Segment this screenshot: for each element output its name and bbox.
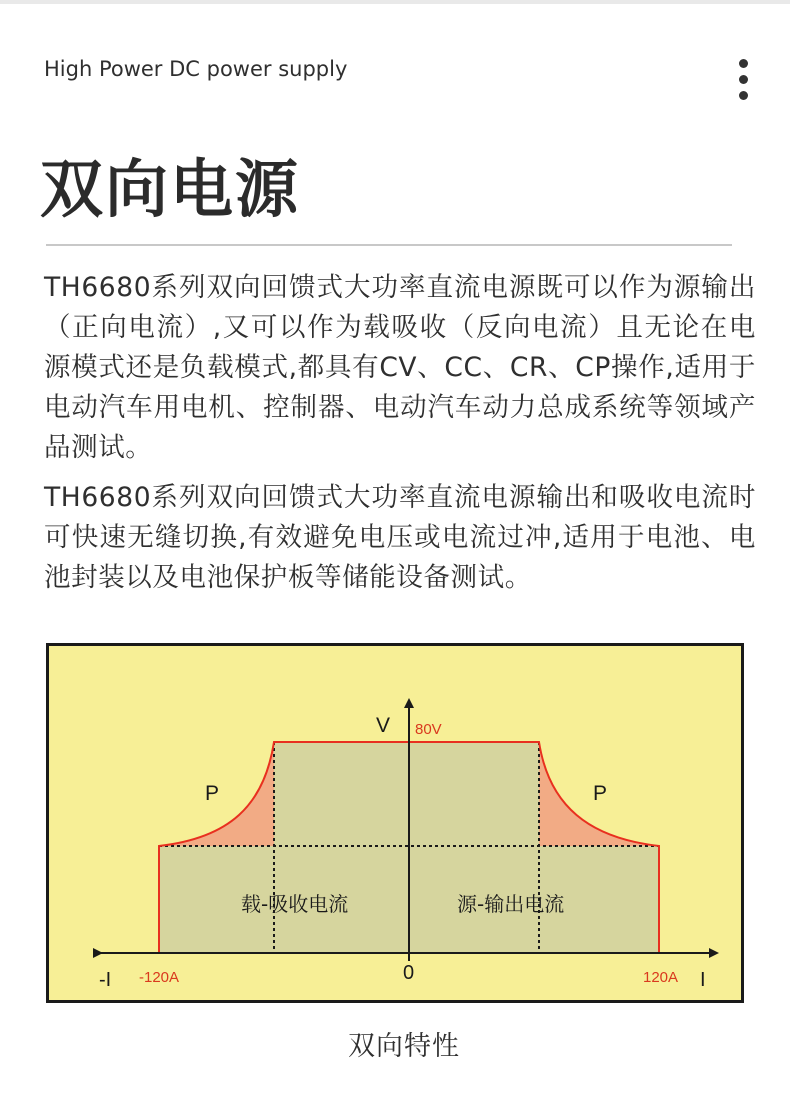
menu-dot — [739, 75, 748, 84]
origin-label: 0 — [403, 962, 415, 984]
source-region-label: 源-输出电流 — [457, 892, 565, 916]
current-axis-label: I — [700, 969, 706, 991]
cv-region — [274, 742, 539, 953]
description-paragraph: TH6680系列双向回馈式大功率直流电源既可以作为源输出（正向电流）,又可以作为载吸收（反向电流）且无论在电源模式还是负载模式,都具有CV、CC、CR、CP操作,适用于电动汽车用电机、控制器、电动汽车动力总成系统等领域产品测试。 — [44, 272, 756, 463]
menu-dot — [739, 59, 748, 68]
power-label-right: P — [593, 782, 608, 805]
bidirectional-characteristic-chart — [46, 643, 744, 1003]
page-subtitle: High Power DC power supply — [44, 57, 348, 81]
max-current-label: 120A — [643, 969, 679, 986]
voltage-axis-label: V — [376, 714, 391, 737]
top-border — [0, 0, 790, 4]
sink-region-label: 载-吸收电流 — [241, 892, 349, 916]
menu-dot — [739, 91, 748, 100]
min-current-label: -120A — [139, 969, 180, 986]
chart-svg — [49, 646, 741, 1000]
power-label-left: P — [205, 782, 220, 805]
page-title: 双向电源 — [40, 153, 300, 226]
figure-caption: 双向特性 — [348, 1031, 460, 1062]
negative-current-axis-label: -I — [99, 969, 112, 991]
description-paragraph: TH6680系列双向回馈式大功率直流电源输出和吸收电流时可快速无缝切换,有效避免电压或电流过冲,适用于电池、电池封装以及电池保护板等储能设备测试。 — [44, 482, 756, 593]
more-vertical-icon[interactable] — [728, 56, 760, 104]
title-divider — [46, 244, 732, 246]
max-voltage-label: 80V — [415, 721, 442, 738]
